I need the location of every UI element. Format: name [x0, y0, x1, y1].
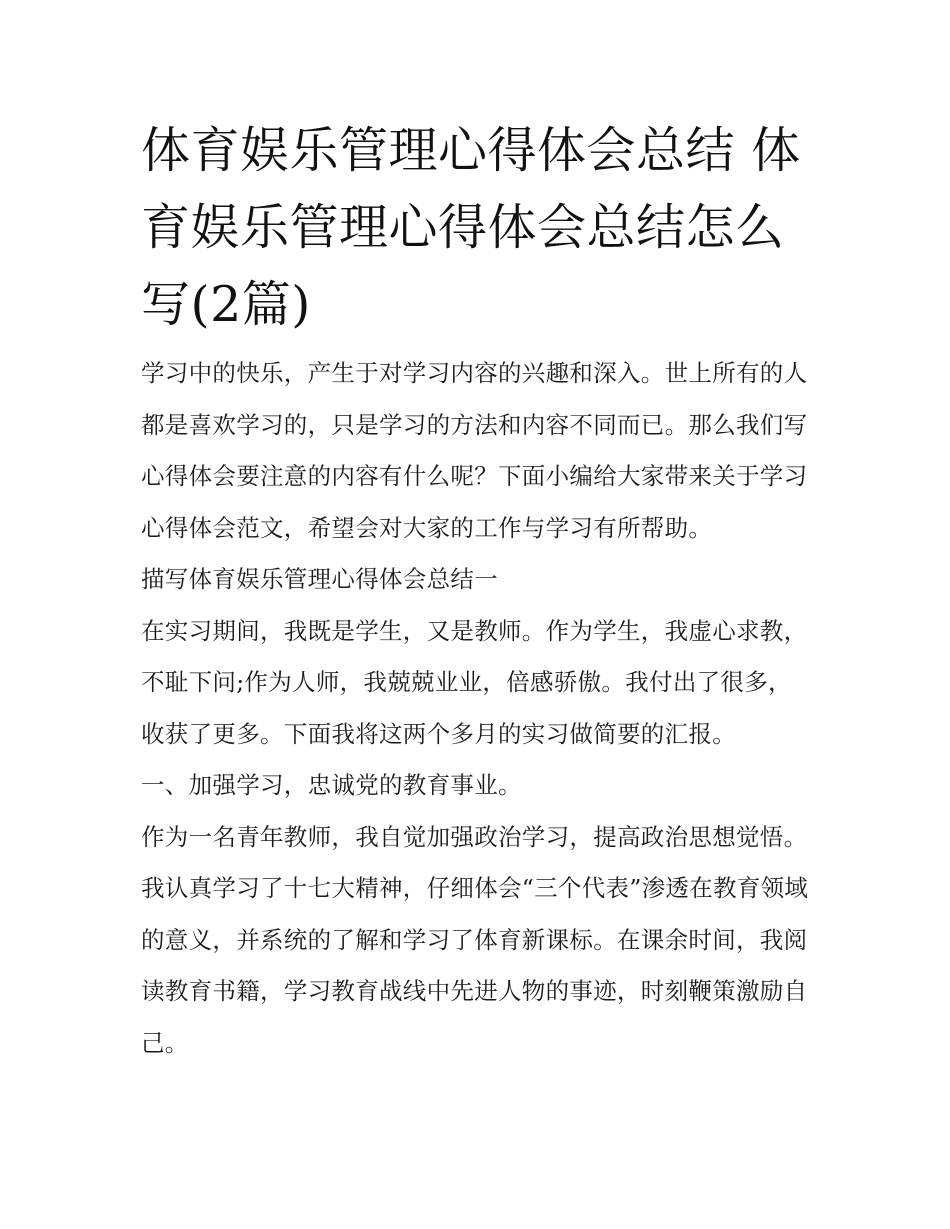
intro-paragraph: 学习中的快乐，产生于对学习内容的兴趣和深入。世上所有的人都是喜欢学习的，只是学习的方法和内容不同而已。那么我们写心得体会要注意的内容有什么呢？下面小编给大家带来关于学习心得体会范文，希望会对大家的工作与学习有所帮助。	[141, 359, 808, 542]
document-content	[141, 112, 813, 1069]
document-body	[141, 348, 813, 1069]
point-one-heading: 一、加强学习，忠诚党的教育事业。	[141, 771, 522, 799]
study-paragraph: 作为一名青年教师，我自觉加强政治学习，提高政治思想觉悟。我认真学习了十七大精神，仔细体会“三个代表”渗透在教育领域的意义，并系统的了解和学习了体育新课标。在课余时间，我阅读教育书籍，学习教育战线中先进人物的事迹，时刻鞭策激励自己。	[141, 822, 809, 1057]
document-title: 体育娱乐管理心得体会总结 体育娱乐管理心得体会总结怎么写(2篇)	[141, 122, 801, 333]
section-heading: 描写体育娱乐管理心得体会总结一	[141, 565, 498, 593]
internship-paragraph: 在实习期间，我既是学生，又是教师。作为学生，我虚心求教，不耻下问;作为人师，我兢兢业业，倍感骄傲。我付出了很多，收获了更多。下面我将这两个多月的实习做简要的汇报。	[141, 616, 808, 748]
